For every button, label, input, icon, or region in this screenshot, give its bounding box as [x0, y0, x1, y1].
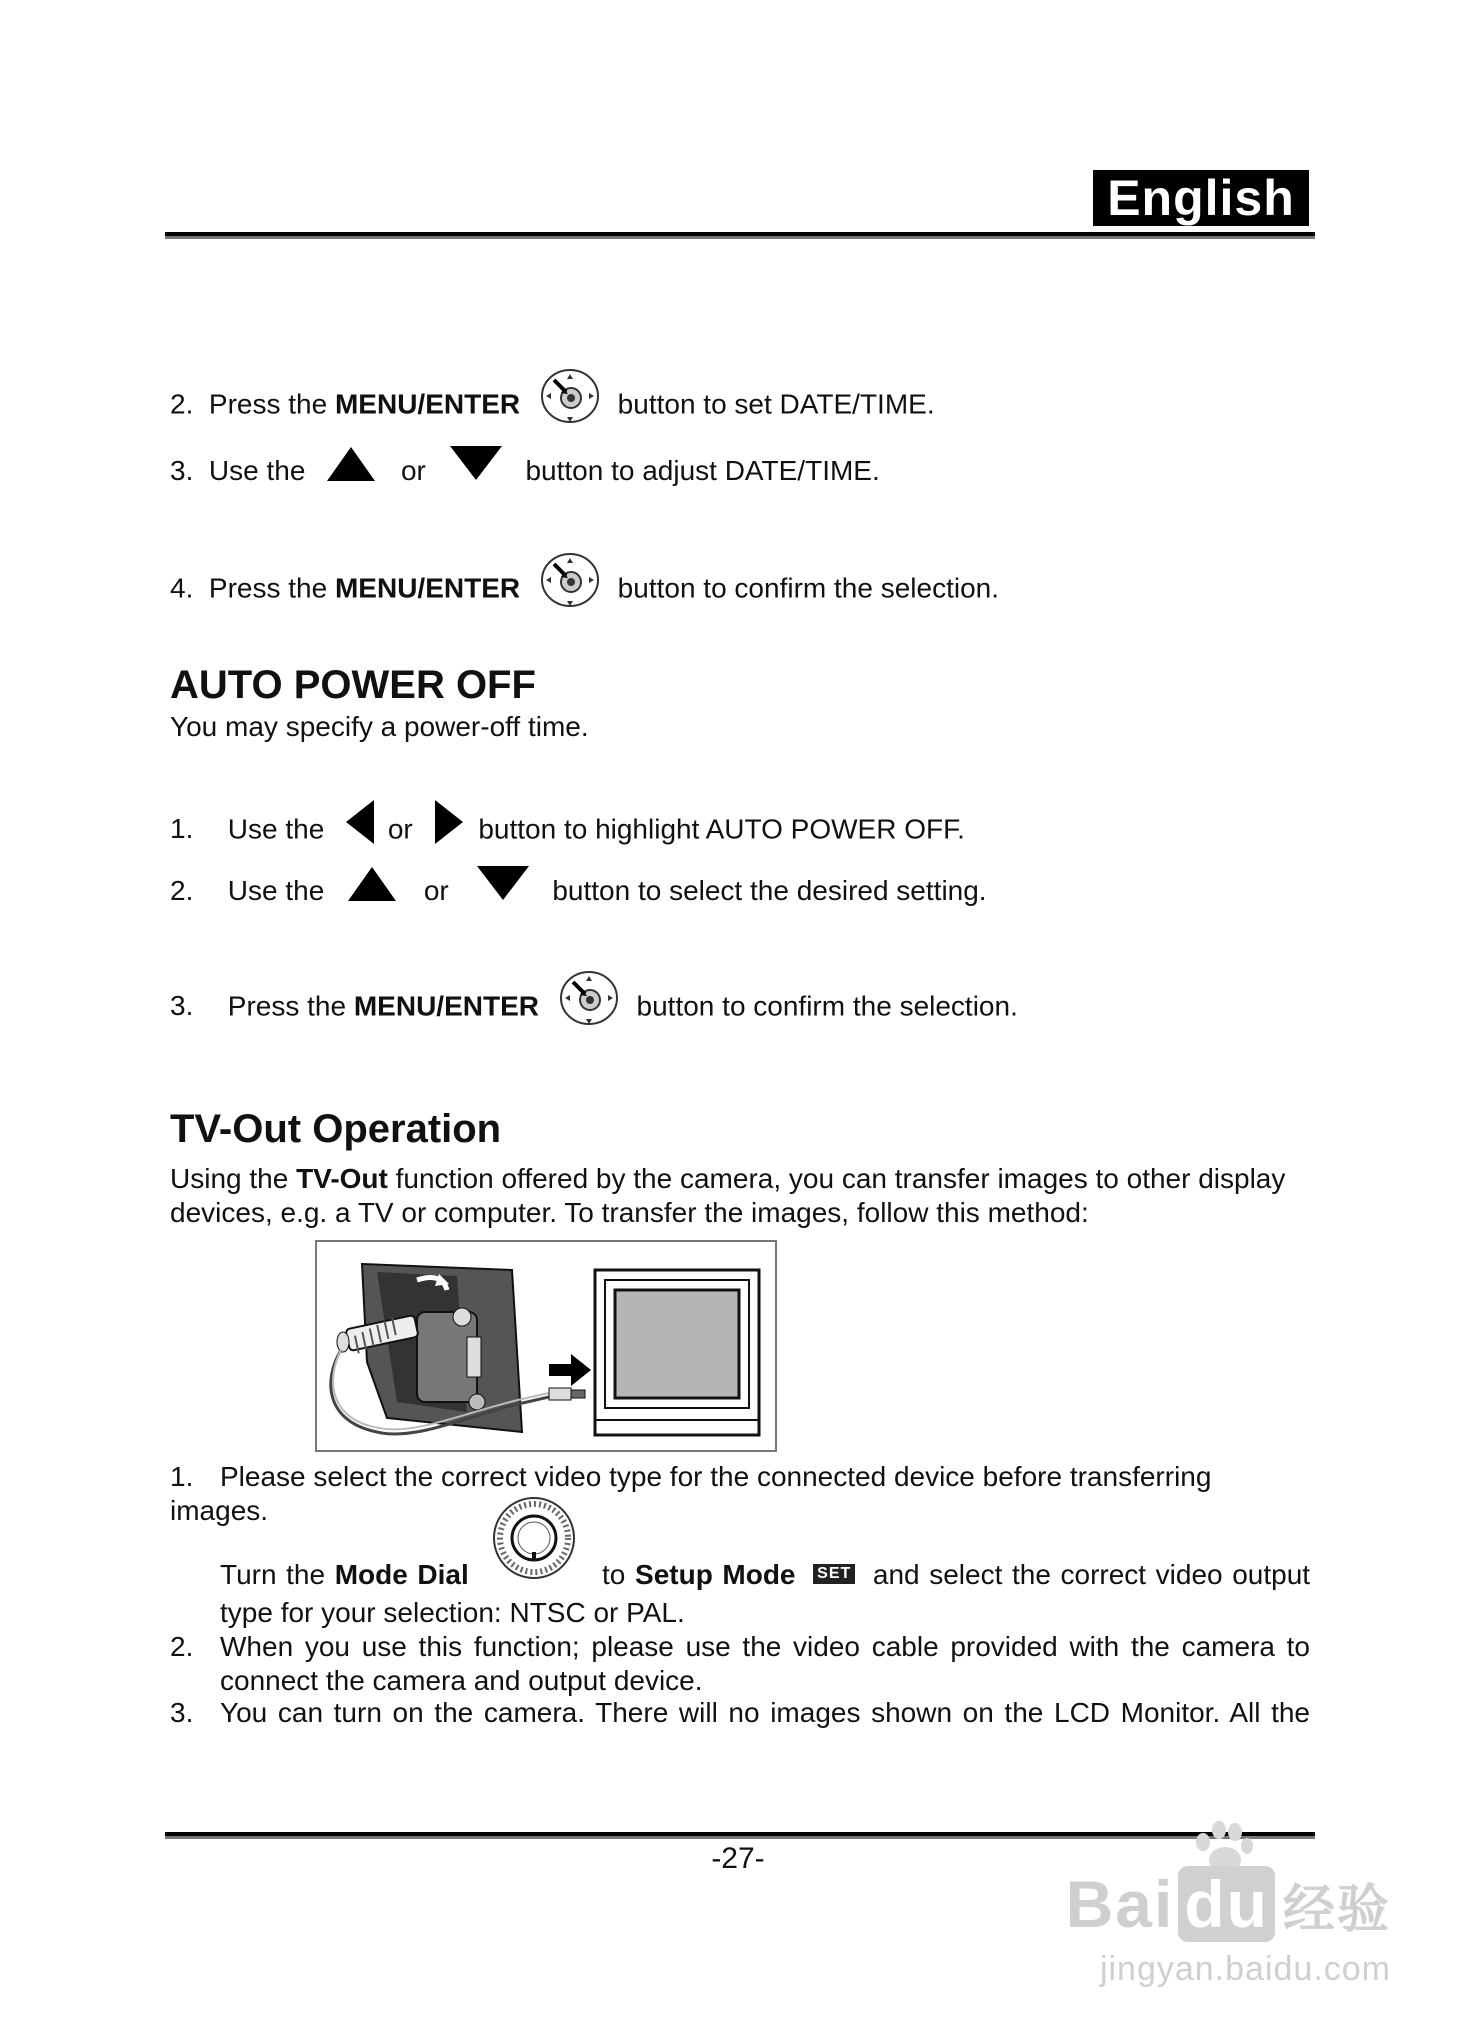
down-arrow-icon — [450, 446, 502, 488]
left-arrow-icon — [346, 800, 374, 852]
menu-enter-button-icon — [540, 366, 600, 434]
list-item: 3. Use the or button to adjust DATE/TIME. — [170, 454, 880, 489]
up-arrow-icon — [327, 447, 375, 489]
section-title: TV-Out Operation — [170, 1107, 502, 1151]
footer-rule — [165, 1832, 1315, 1836]
down-arrow-icon — [477, 866, 529, 908]
tv-connection-illustration — [315, 1240, 777, 1452]
menu-enter-button-icon — [559, 968, 619, 1036]
list-item-continuation: Turn the Mode Dial to Setup Mode SET and select the correct video output — [220, 1558, 1310, 1592]
page-number: -27- — [711, 1842, 765, 1875]
setup-mode-set-icon: SET — [813, 1564, 855, 1584]
list-item: 2. Press the MENU/ENTER button to set DATE/TIME. — [170, 378, 935, 434]
watermark-logo: Bai du 经验 — [1065, 1867, 1391, 1941]
right-arrow-icon — [435, 800, 463, 852]
header-rule — [165, 232, 1315, 236]
section-title: AUTO POWER OFF — [170, 663, 536, 707]
list-item: 1. Please select the correct video type for the connected device before transferring images. — [170, 1461, 1212, 1526]
list-item: 4. Press the MENU/ENTER button to confirm the selection. — [170, 562, 999, 618]
up-arrow-icon — [348, 867, 396, 909]
section-intro: Using the TV-Out function offered by the camera, you can transfer images to other display devices, e.g. a TV or computer. To transfer the images, follow this method: — [170, 1163, 1286, 1228]
menu-enter-button-icon — [540, 550, 600, 618]
mode-dial-icon — [492, 1496, 576, 1588]
list-item: 3. Press the MENU/ENTER button to confirm the selection. — [170, 980, 1018, 1036]
list-item: 3. You can turn on the camera. There will no images shown on the LCD Monitor. All the — [170, 1697, 1310, 1728]
list-item: 2. When you use this function; please use the video cable provided with the camera to connect the camera and output device. — [170, 1631, 1310, 1696]
section-intro: You may specify a power-off time. — [170, 711, 589, 742]
watermark-url: jingyan.baidu.com — [1099, 1950, 1391, 1988]
list-item-continuation: type for your selection: NTSC or PAL. — [220, 1597, 685, 1628]
list-item: 1. Use the or button to highlight AUTO POWER OFF. — [170, 810, 965, 852]
list-item: 2. Use the or button to select the desired setting. — [170, 874, 987, 909]
language-badge: English — [1093, 170, 1309, 226]
